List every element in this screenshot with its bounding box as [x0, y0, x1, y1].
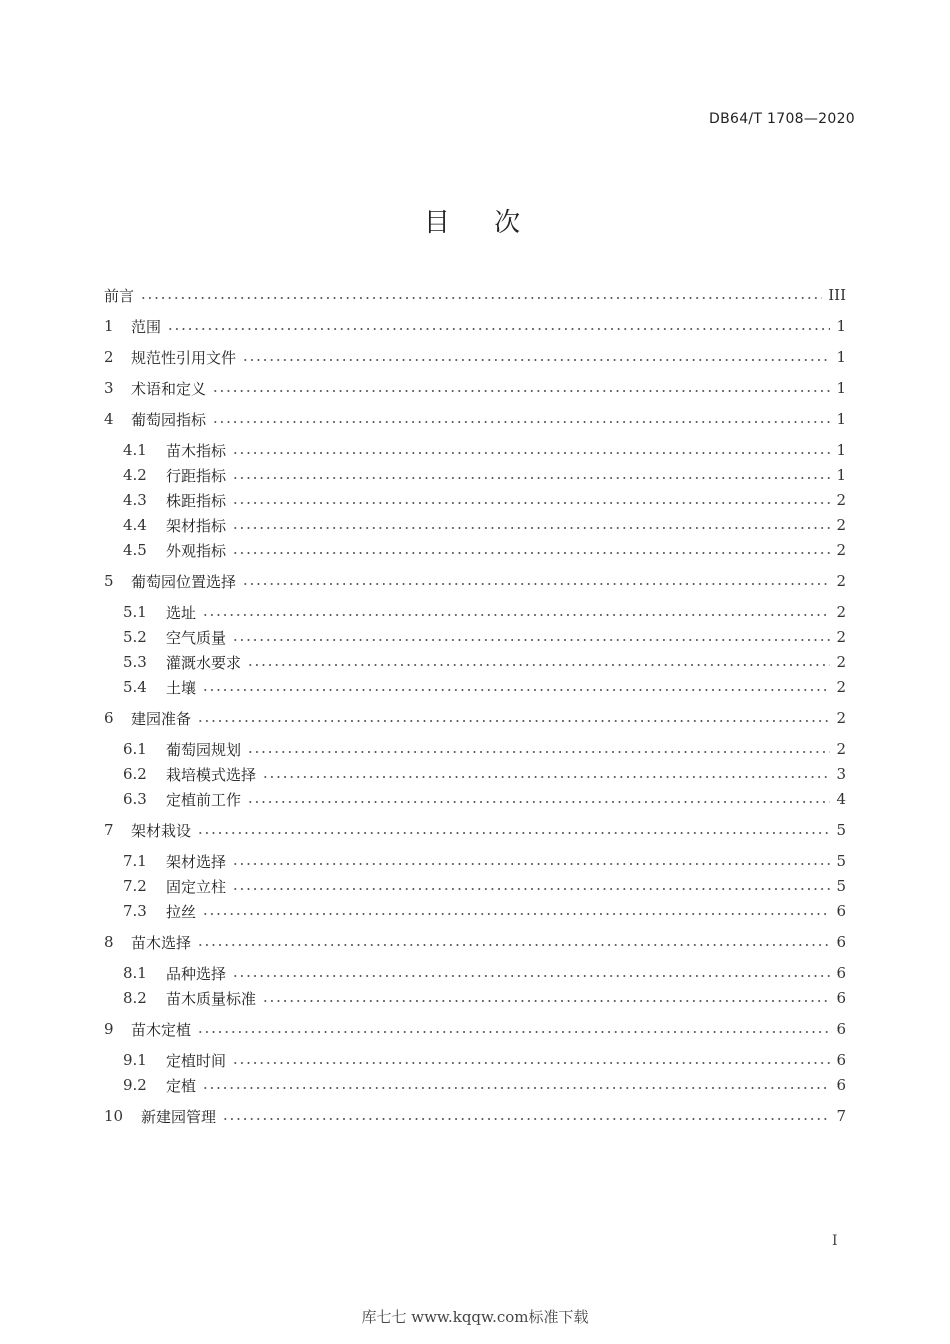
toc-entry[interactable]: [104, 408, 846, 430]
toc-section-number: 4.3: [123, 491, 147, 509]
toc-section-number: 8: [104, 933, 114, 951]
toc-entry[interactable]: [123, 738, 846, 760]
toc-page-number: 4: [836, 790, 846, 808]
toc-dot-leader: [222, 1113, 830, 1125]
toc-dot-leader: [242, 354, 830, 366]
toc-section-number: 4: [104, 410, 114, 428]
toc-dot-leader: [197, 827, 830, 839]
toc-page-number: 2: [836, 572, 846, 590]
toc-dot-leader: [232, 447, 830, 459]
toc-entry[interactable]: [123, 489, 846, 511]
toc-section-number: 10: [104, 1107, 124, 1125]
toc-entry[interactable]: [123, 1049, 846, 1071]
toc-dot-leader: [232, 522, 830, 534]
toc-dot-leader: [247, 659, 830, 671]
toc-section-title: 栽培模式选择: [166, 765, 257, 784]
toc-entry[interactable]: [123, 439, 846, 461]
toc-section-number: 5.3: [123, 653, 147, 671]
toc-dot-leader: [202, 609, 830, 621]
toc-page-number: 1: [836, 410, 846, 428]
toc-section-number: 6: [104, 709, 114, 727]
toc-entry[interactable]: [123, 601, 846, 623]
toc-section-number: 9: [104, 1020, 114, 1038]
toc-section-title: 品种选择: [166, 964, 227, 983]
toc-dot-leader: [232, 858, 830, 870]
toc-section-title: 定植: [166, 1076, 197, 1095]
toc-entry[interactable]: [123, 962, 846, 984]
toc-section-title: 定植前工作: [166, 790, 242, 809]
toc-dot-leader: [167, 323, 830, 335]
toc-dot-leader: [232, 472, 830, 484]
toc-dot-leader: [197, 715, 830, 727]
toc-page-number: 1: [836, 348, 846, 366]
toc-page-number: III: [828, 286, 846, 304]
toc-section-title: 选址: [166, 603, 197, 622]
toc-section-title: 架材选择: [166, 852, 227, 871]
toc-page-number: 6: [836, 902, 846, 920]
toc-page-number: 2: [836, 709, 846, 727]
toc-page-number: 2: [836, 541, 846, 559]
toc-section-number: 2: [104, 348, 114, 366]
toc-section-number: 4.4: [123, 516, 147, 534]
toc-page-number: 2: [836, 653, 846, 671]
toc-entry[interactable]: [123, 763, 846, 785]
toc-entry[interactable]: [123, 788, 846, 810]
toc-section-title: 建园准备: [131, 709, 192, 728]
toc-dot-leader: [232, 970, 830, 982]
toc-entry[interactable]: [123, 987, 846, 1009]
toc-dot-leader: [197, 939, 830, 951]
toc-dot-leader: [247, 746, 830, 758]
toc-section-title: 前言: [104, 286, 135, 305]
toc-dot-leader: [212, 416, 830, 428]
toc-page-number: 1: [836, 441, 846, 459]
toc-entry[interactable]: [104, 346, 846, 368]
toc-section-number: 7.1: [123, 852, 147, 870]
toc-section-title: 拉丝: [166, 902, 197, 921]
toc-section-title: 灌溉水要求: [166, 653, 242, 672]
toc-section-number: 8.1: [123, 964, 147, 982]
toc-dot-leader: [232, 547, 830, 559]
toc-entry[interactable]: [123, 464, 846, 486]
toc-page-number: 6: [836, 1020, 846, 1038]
toc-page-number: 1: [836, 466, 846, 484]
toc-entry[interactable]: [123, 539, 846, 561]
toc-entry[interactable]: [104, 1105, 846, 1127]
toc-entry[interactable]: [104, 931, 846, 953]
toc-dot-leader: [232, 883, 830, 895]
toc-entry[interactable]: [123, 651, 846, 673]
toc-dot-leader: [242, 578, 830, 590]
toc-section-title: 架材栽设: [131, 821, 192, 840]
watermark-text: 库七七 www.kqqw.com标准下载: [361, 1308, 589, 1326]
toc-page-number: 6: [836, 1076, 846, 1094]
toc-section-title: 新建园管理: [141, 1107, 217, 1126]
toc-dot-leader: [232, 497, 830, 509]
toc-page-number: 2: [836, 491, 846, 509]
toc-section-number: 3: [104, 379, 114, 397]
toc-page-number: 1: [836, 317, 846, 335]
toc-page-number: 2: [836, 516, 846, 534]
toc-entry[interactable]: [104, 1018, 846, 1040]
toc-page-number: 2: [836, 628, 846, 646]
toc-section-number: 6.3: [123, 790, 147, 808]
toc-section-title: 株距指标: [166, 491, 227, 510]
toc-entry[interactable]: [123, 1074, 846, 1096]
toc-page-number: 2: [836, 678, 846, 696]
toc-entry[interactable]: [123, 514, 846, 536]
toc-entry[interactable]: [104, 377, 846, 399]
toc-section-title: 架材指标: [166, 516, 227, 535]
toc-page-number: 5: [836, 877, 846, 895]
toc-section-title: 苗木质量标准: [166, 989, 257, 1008]
toc-entry[interactable]: [123, 850, 846, 872]
toc-section-number: 5.4: [123, 678, 147, 696]
toc-section-number: 6.2: [123, 765, 147, 783]
toc-section-number: 7: [104, 821, 114, 839]
toc-section-number: 1: [104, 317, 114, 335]
page-number: I: [832, 1233, 838, 1249]
toc-page-number: 2: [836, 740, 846, 758]
toc-entry[interactable]: [104, 284, 846, 306]
toc-section-number: 6.1: [123, 740, 147, 758]
toc-section-title: 空气质量: [166, 628, 227, 647]
toc-section-title: 定植时间: [166, 1051, 227, 1070]
toc-section-title: 术语和定义: [131, 379, 207, 398]
toc-page-number: 5: [836, 852, 846, 870]
toc-section-title: 葡萄园规划: [166, 740, 242, 759]
toc-entry[interactable]: [123, 900, 846, 922]
toc-entry[interactable]: [123, 875, 846, 897]
toc-entry[interactable]: [104, 819, 846, 841]
page-title: 目 次: [423, 208, 539, 238]
toc-section-number: 5.2: [123, 628, 147, 646]
toc-section-number: 4.2: [123, 466, 147, 484]
toc-section-title: 外观指标: [166, 541, 227, 560]
toc-page-number: 5: [836, 821, 846, 839]
toc-section-number: 4.5: [123, 541, 147, 559]
toc-dot-leader: [202, 908, 830, 920]
toc-section-title: 苗木指标: [166, 441, 227, 460]
toc-entry[interactable]: [104, 315, 846, 337]
toc-page-number: 3: [836, 765, 846, 783]
toc-page-number: 6: [836, 933, 846, 951]
toc-section-title: 葡萄园位置选择: [131, 572, 237, 591]
toc-dot-leader: [202, 1082, 830, 1094]
toc-dot-leader: [197, 1026, 830, 1038]
toc-section-title: 范围: [131, 317, 162, 336]
toc-page-number: 6: [836, 989, 846, 1007]
toc-section-title: 土壤: [166, 678, 197, 697]
toc-dot-leader: [262, 771, 830, 783]
toc-dot-leader: [262, 995, 830, 1007]
toc-section-number: 5.1: [123, 603, 147, 621]
toc-dot-leader: [212, 385, 830, 397]
toc-section-number: 7.2: [123, 877, 147, 895]
toc-page-number: 2: [836, 603, 846, 621]
toc-section-title: 葡萄园指标: [131, 410, 207, 429]
toc-section-number: 5: [104, 572, 114, 590]
toc-section-title: 规范性引用文件: [131, 348, 237, 367]
toc-dot-leader: [247, 796, 830, 808]
toc-dot-leader: [140, 292, 822, 304]
toc-section-title: 苗木定植: [131, 1020, 192, 1039]
toc-section-number: 9.1: [123, 1051, 147, 1069]
toc-section-title: 苗木选择: [131, 933, 192, 952]
standard-code: DB64/T 1708—2020: [709, 111, 855, 127]
toc-page-number: 1: [836, 379, 846, 397]
toc-dot-leader: [232, 1057, 830, 1069]
toc-page-number: 6: [836, 964, 846, 982]
toc-section-number: 9.2: [123, 1076, 147, 1094]
toc-section-number: 8.2: [123, 989, 147, 1007]
toc-entry[interactable]: [123, 626, 846, 648]
toc-entry[interactable]: [123, 676, 846, 698]
toc-section-number: 7.3: [123, 902, 147, 920]
toc-page-number: 6: [836, 1051, 846, 1069]
toc-entry[interactable]: [104, 707, 846, 729]
toc-section-number: 4.1: [123, 441, 147, 459]
toc-section-title: 固定立柱: [166, 877, 227, 896]
toc-entry[interactable]: [104, 570, 846, 592]
toc-dot-leader: [202, 684, 830, 696]
toc-section-title: 行距指标: [166, 466, 227, 485]
toc-dot-leader: [232, 634, 830, 646]
toc-page-number: 7: [836, 1107, 846, 1125]
